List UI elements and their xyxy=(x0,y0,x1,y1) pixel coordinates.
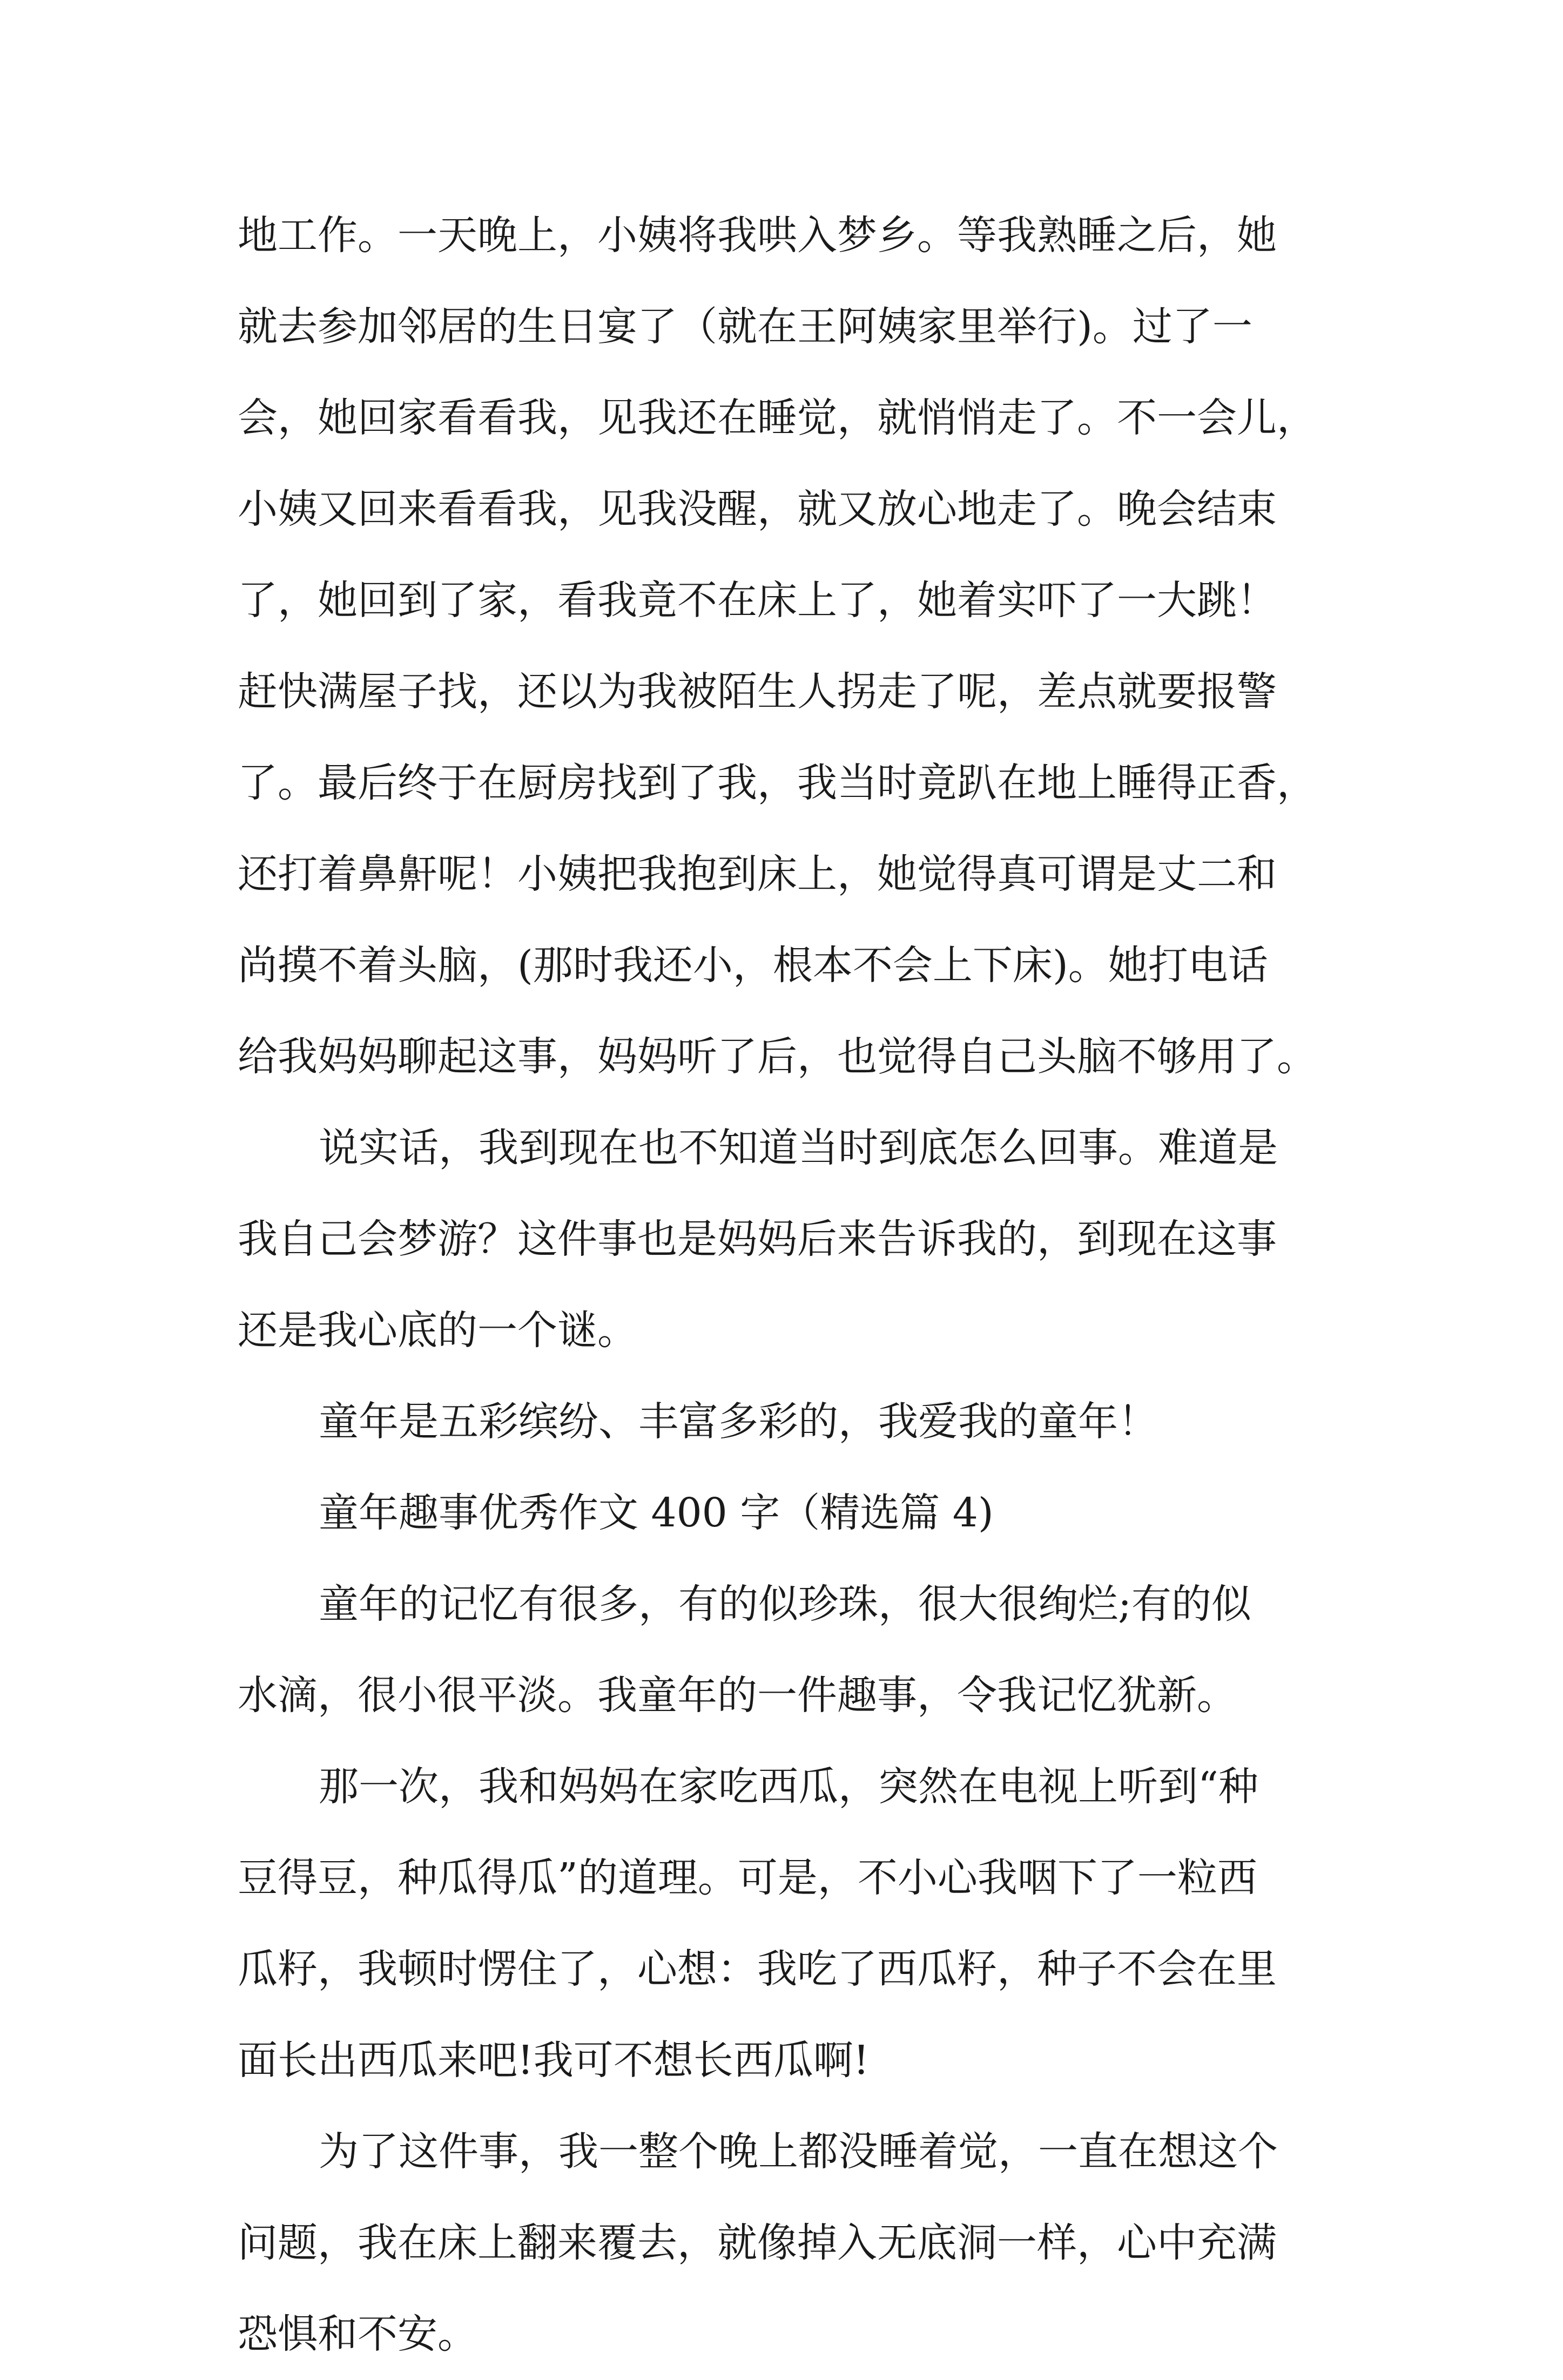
text-line: 就去参加邻居的生日宴了（就在王阿姨家里举行)。过了一 xyxy=(238,303,1252,350)
text-line: 面长出西瓜来吧!我可不想长西瓜啊! xyxy=(238,2037,870,2084)
text-line: 水滴，很小很平淡。我童年的一件趣事，令我记忆犹新。 xyxy=(238,1672,1237,1719)
text-line: 了，她回到了家，看我竟不在床上了，她着实吓了一大跳！ xyxy=(238,577,1277,624)
text-line: 为了这件事，我一整个晚上都没睡着觉，一直在想这个 xyxy=(319,2128,1278,2175)
paragraph xyxy=(238,1559,1339,1741)
text-line: 小姨又回来看看我，见我没醒，就又放心地走了。晚会结束 xyxy=(238,486,1277,532)
text-line: 尚摸不着头脑，(那时我还小，根本不会上下床)。她打电话 xyxy=(238,942,1268,989)
text-line: 还是我心底的一个谜。 xyxy=(238,1307,637,1354)
text-line: 童年趣事优秀作文 400 字（精选篇 4) xyxy=(319,1490,994,1536)
paragraph xyxy=(238,190,1339,1103)
text-line: 赶快满屋子找，还以为我被陌生人拐走了呢，差点就要报警 xyxy=(238,668,1277,715)
paragraph xyxy=(238,1468,1339,1559)
paragraph xyxy=(238,1741,1339,2106)
text-line: 童年的记忆有很多，有的似珍珠，很大很绚烂;有的似 xyxy=(319,1581,1251,1627)
text-line: 还打着鼻鼾呢！小姨把我抱到床上，她觉得真可谓是丈二和 xyxy=(238,851,1277,897)
document-body xyxy=(238,190,1339,2380)
text-line: 地工作。一天晚上，小姨将我哄入梦乡。等我熟睡之后，她 xyxy=(238,212,1277,259)
text-line: 问题，我在床上翻来覆去，就像掉入无底洞一样，心中充满 xyxy=(238,2220,1277,2266)
text-line: 了。最后终于在厨房找到了我，我当时竟趴在地上睡得正香， xyxy=(238,760,1317,806)
text-line: 给我妈妈聊起这事，妈妈听了后，也觉得自己头脑不够用了。 xyxy=(238,1033,1317,1080)
paragraph xyxy=(238,1376,1339,1468)
text-line: 恐惧和不安。 xyxy=(238,2311,477,2357)
paragraph xyxy=(238,1103,1339,1376)
text-line: 会，她回家看看我，见我还在睡觉，就悄悄走了。不一会儿， xyxy=(238,395,1317,441)
text-line: 说实话，我到现在也不知道当时到底怎么回事。难道是 xyxy=(319,1125,1278,1171)
text-line: 童年是五彩缤纷、丰富多彩的，我爱我的童年！ xyxy=(319,1398,1158,1445)
paragraph xyxy=(238,2106,1339,2380)
text-line: 豆得豆，种瓜得瓜”的道理。可是，不小心我咽下了一粒西 xyxy=(238,1855,1257,1901)
text-line: 那一次，我和妈妈在家吃西瓜，突然在电视上听到“种 xyxy=(319,1763,1258,1810)
text-line: 瓜籽，我顿时愣住了，心想：我吃了西瓜籽，种子不会在里 xyxy=(238,1946,1277,1992)
text-line: 我自己会梦游？这件事也是妈妈后来告诉我的，到现在这事 xyxy=(238,1216,1277,1262)
